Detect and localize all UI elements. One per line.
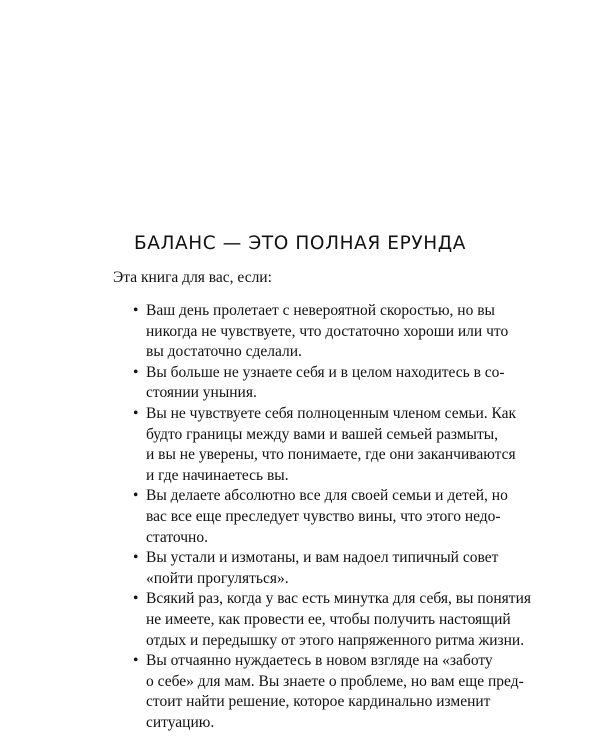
bullet-line: • Всякий раз, когда у вас есть минутка для себя, вы понятия: [146, 590, 532, 608]
bullet-line: • Вы устали и измотаны, и вам надоел типичный совет: [146, 549, 499, 567]
bullet-list: [131, 301, 532, 733]
bullet-line: стоянии уныния.: [146, 384, 257, 402]
bullet-line: «пойти прогуляться».: [146, 569, 289, 587]
bullet-line: никогда не чувствуете, что достаточно хороши или что: [146, 322, 509, 340]
bullet-line: и вы не уверены, что понимаете, где они заканчиваются: [146, 446, 516, 464]
chapter-title: БАЛАНС — ЭТО ПОЛНАЯ ЕРУНДА: [133, 233, 467, 254]
bullet-line: • Вы больше не узнаете себя и в целом находитесь в со-: [146, 363, 505, 381]
bullet-item: [131, 404, 517, 486]
bullet-line: • Вы отчаянно нуждаетесь в новом взгляде на «заботу: [146, 652, 493, 670]
bullet-item: [131, 548, 499, 589]
bullet-line: будто границы между вами и вашей семьей размыты,: [146, 425, 499, 443]
bullet-item: [131, 589, 532, 651]
intro-text: Эта книга для вас, если:: [113, 269, 272, 286]
bullet-line: • Ваш день пролетает с невероятной скоростью, но вы: [146, 302, 495, 319]
bullet-line: о себе» для мам. Вы знаете о проблеме, но вам еще пред-: [146, 672, 524, 690]
bullet-line: статочно.: [146, 528, 208, 546]
bullet-line: не имеете, как провести ее, чтобы получить настоящий: [146, 610, 511, 628]
bullet-line: и где начинаетесь вы.: [146, 466, 289, 484]
bullet-line: • Вы делаете абсолютно все для своей семьи и детей, но: [146, 487, 508, 505]
bullet-item: [131, 301, 509, 363]
bullet-line: вы достаточно сделали.: [146, 343, 302, 361]
bullet-line: вас все еще преследует чувство вины, что этого недо-: [146, 507, 501, 525]
bullet-line: отдых и передышку от этого напряженного ритма жизни.: [146, 631, 525, 649]
bullet-item: [131, 363, 505, 404]
bullet-item: [131, 486, 508, 548]
bullet-item: [131, 651, 524, 733]
bullet-line: стоит найти решение, которое кардинально изменит: [146, 693, 491, 711]
bullet-line: • Вы не чувствуете себя полноценным членом семьи. Как: [146, 404, 517, 422]
bullet-line: ситуацию.: [146, 713, 215, 731]
